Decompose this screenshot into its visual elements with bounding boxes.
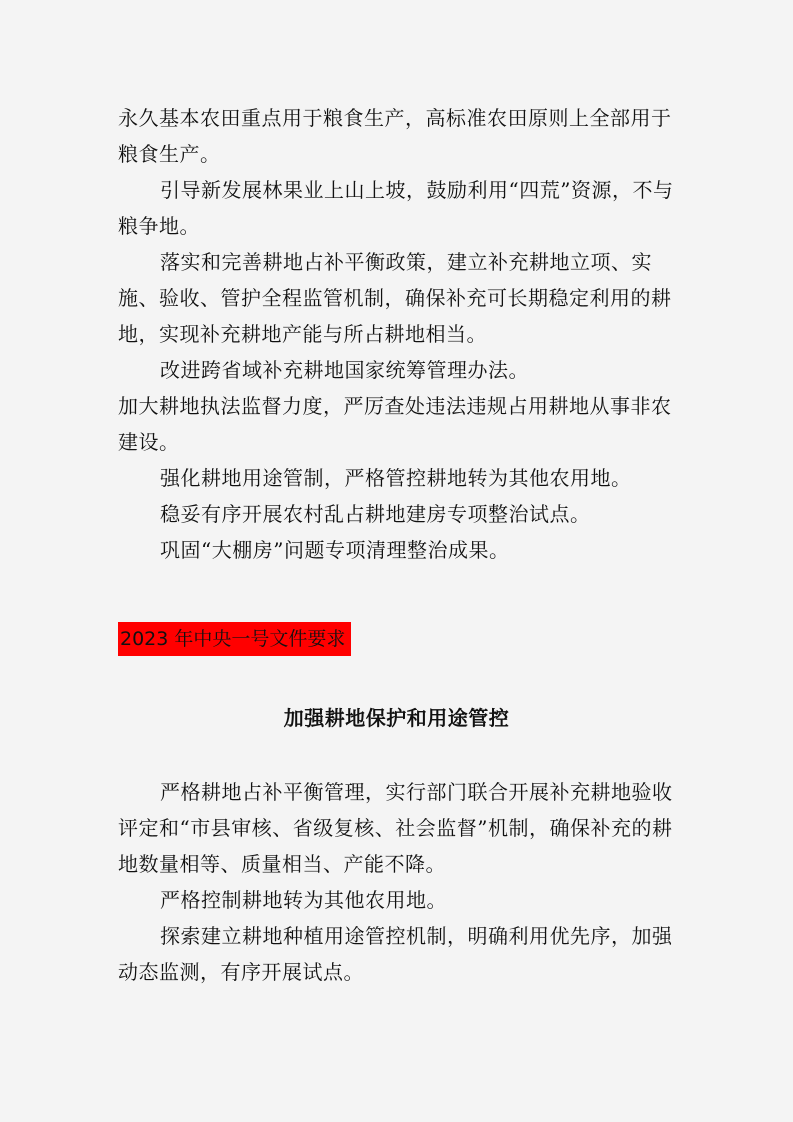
paragraph-greenhouse-cleanup: 巩固“大棚房”问题专项清理整治成果。 [160,538,510,562]
section-heading: 加强耕地保护和用途管控 [283,706,510,730]
paragraph-planting-control: 探索建立耕地种植用途管控机制，明确利用优先序，加强动态监测，有序开展试点。 [118,924,673,984]
paragraph-grain-production: 永久基本农田重点用于粮食生产，高标准农田原则上全部用于粮食生产。 [118,106,672,166]
paragraph-forestry-fruit: 引导新发展林果业上山上坡，鼓励利用“四荒”资源，不与粮争地。 [118,178,674,238]
paragraph-housing-rectification: 稳妥有序开展农村乱占耕地建房专项整治试点。 [160,502,591,526]
paragraph-cross-province: 改进跨省域补充耕地国家统筹管理办法。 [160,358,529,382]
paragraph-use-control: 强化耕地用途管制，严格管控耕地转为其他农用地。 [160,466,632,490]
paragraph-strict-control: 严格控制耕地转为其他农用地。 [160,888,447,912]
paragraph-requisition-compensation: 落实和完善耕地占补平衡政策，建立补充耕地立项、实施、验收、管护全程监管机制，确保补充可长期稳定利用的耕地，实现补充耕地产能与所占耕地相当。 [118,250,672,346]
paragraph-law-enforcement: 加大耕地执法监督力度，严厉查处违法违规占用耕地从事非农建设。 [118,394,672,454]
paragraph-balance-management: 严格耕地占补平衡管理，实行部门联合开展补充耕地验收评定和“市县审核、省级复核、社会监督”机制，确保补充的耕地数量相等、质量相当、产能不降。 [118,780,673,876]
highlight-label: 2023 年中央一号文件要求 [118,622,351,656]
